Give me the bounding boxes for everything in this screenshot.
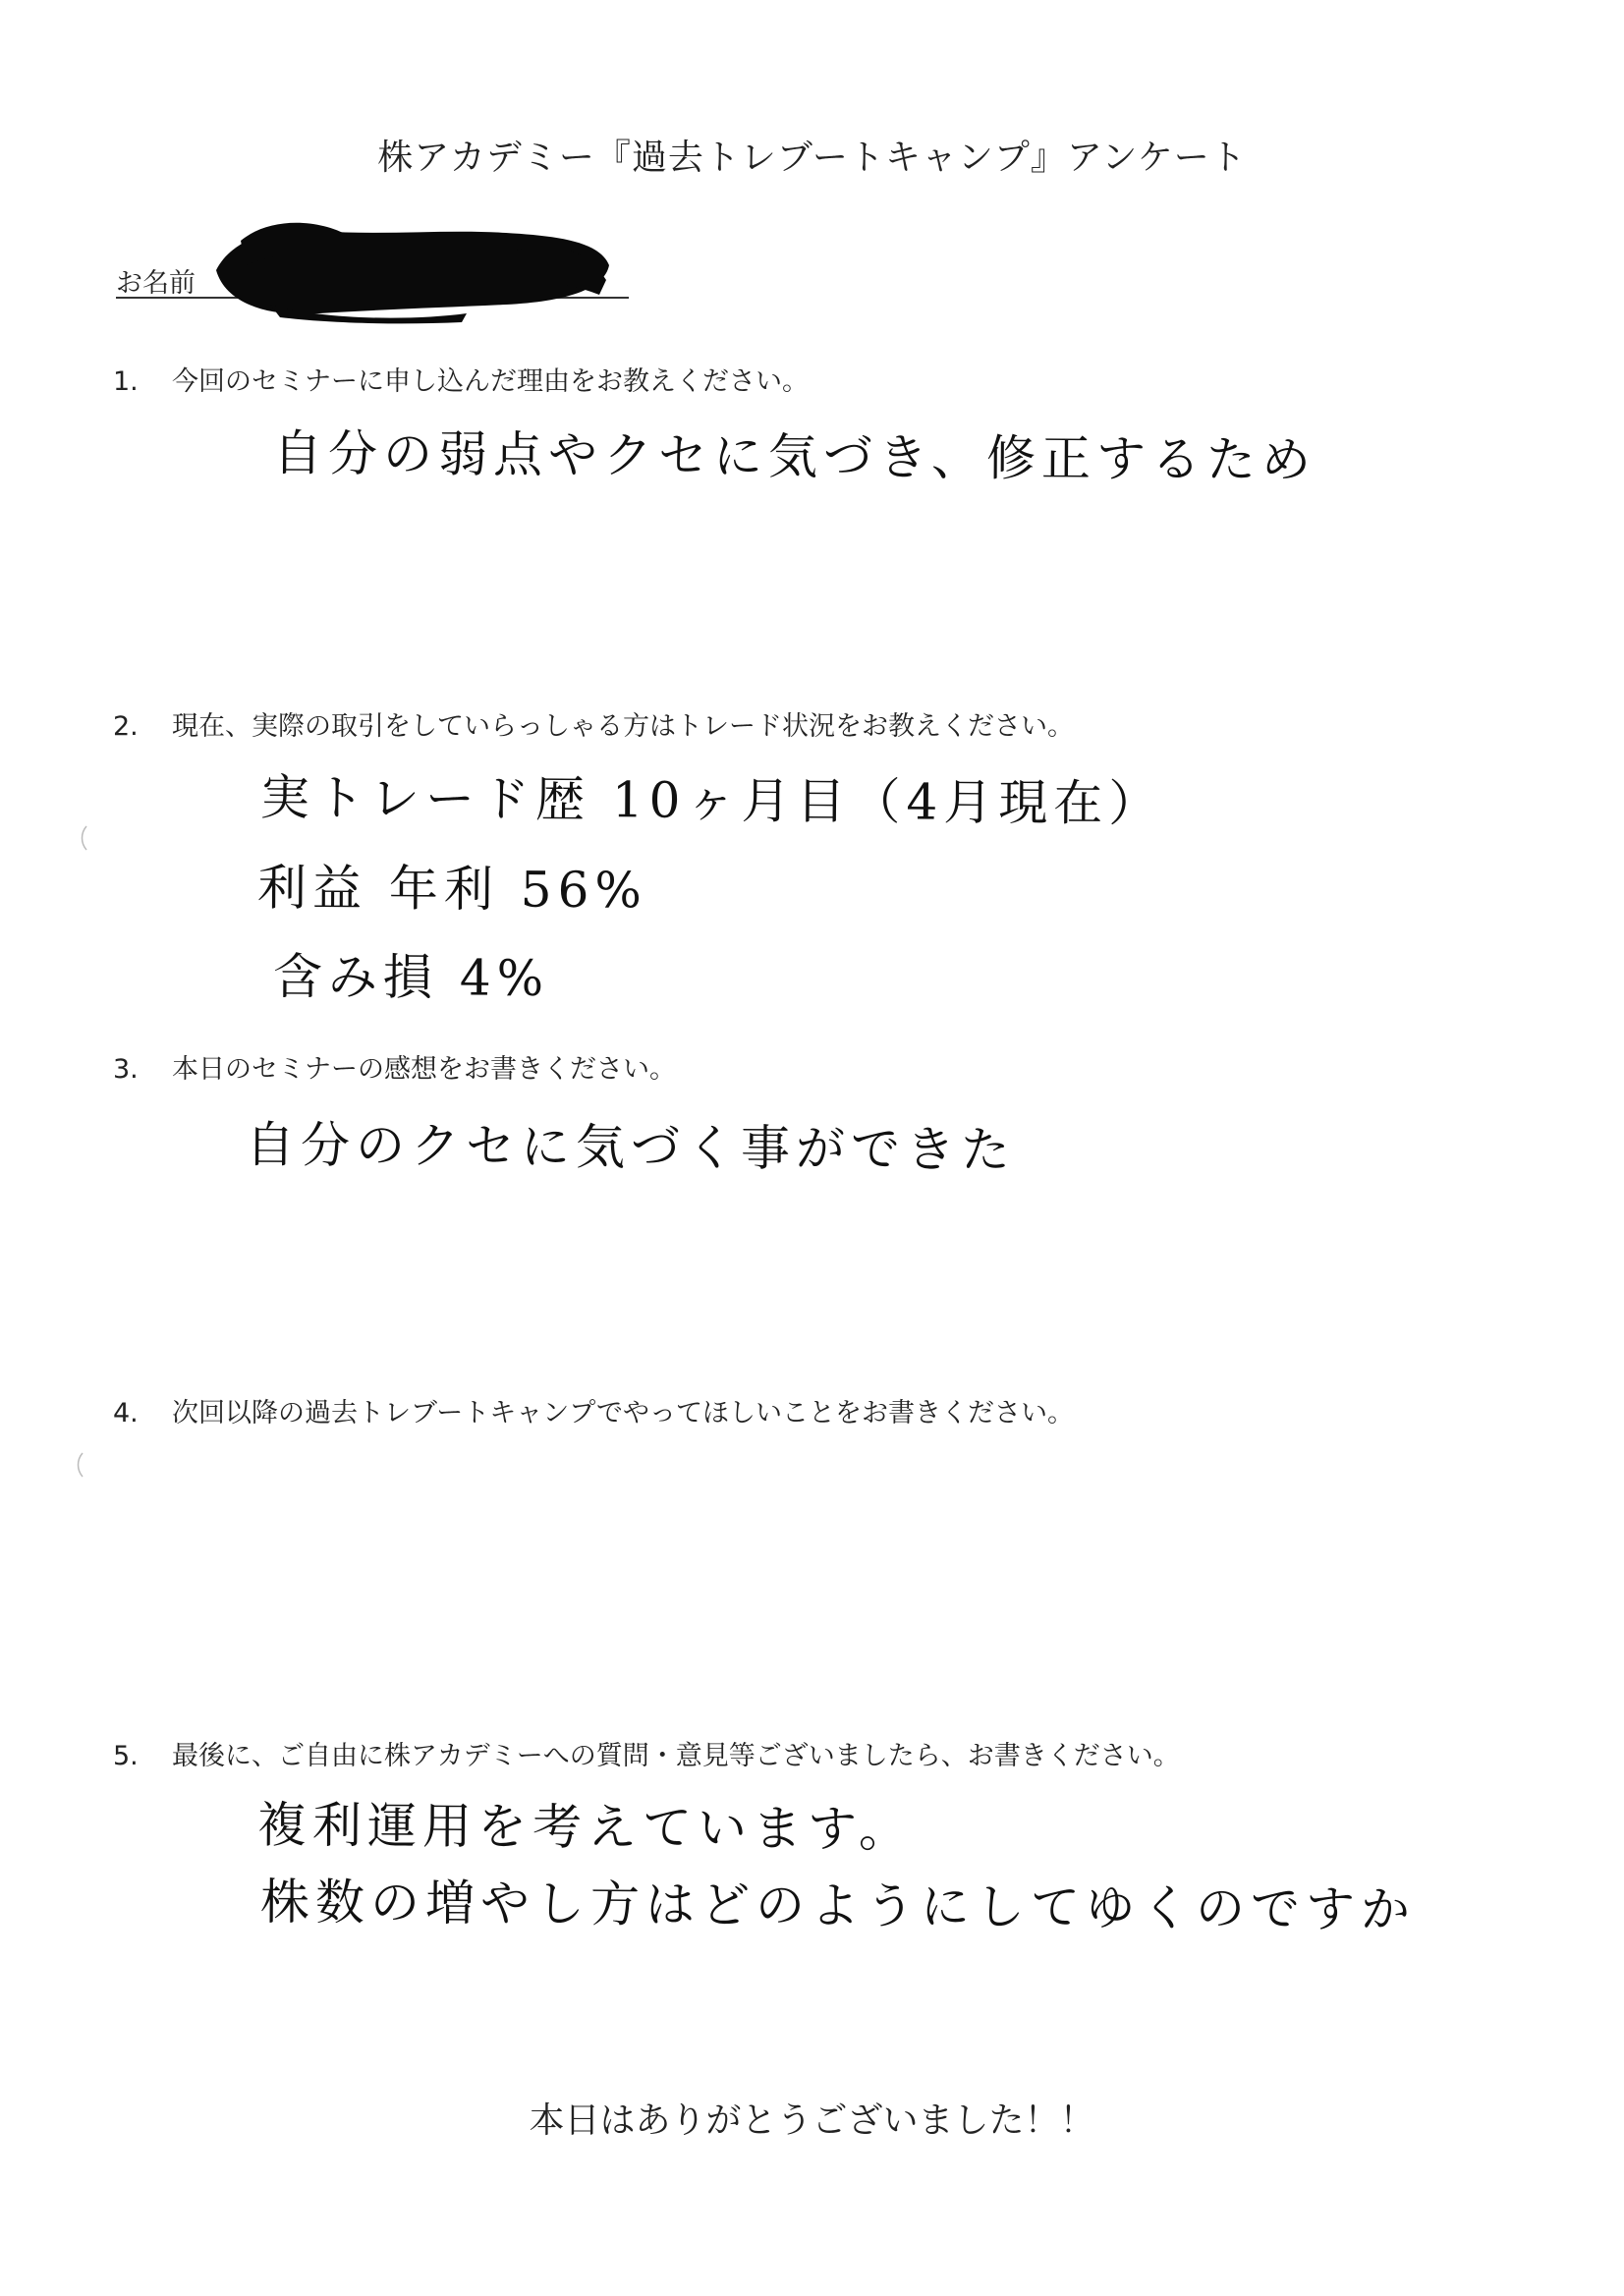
name-label: お名前 <box>116 268 196 299</box>
question-text: 今回のセミナーに申し込んだ理由をお教えください。 <box>172 366 809 397</box>
question-number: 4. <box>113 1398 139 1428</box>
answer-5-line-1: 複利運用を考えています。 <box>256 1796 915 1859</box>
question-text: 最後に、ご自由に株アカデミーへの質問・意見等ございましたら、お書きください。 <box>172 1741 1180 1771</box>
answer-2-line-1: 実トレード歴 10ヶ月目（4月現在） <box>259 768 1164 833</box>
question-number: 5. <box>113 1741 139 1771</box>
question-number: 3. <box>113 1054 139 1085</box>
answer-2-line-2: 利益 年利 56% <box>256 859 648 920</box>
question-1 <box>113 360 809 398</box>
scan-speck <box>75 1452 84 1478</box>
name-redaction-mark <box>211 211 614 324</box>
question-text: 現在、実際の取引をしていらっしゃる方はトレード状況をお教えください。 <box>172 711 1074 742</box>
question-4 <box>113 1391 1074 1429</box>
question-5 <box>113 1734 1180 1772</box>
thank-you-message: 本日はありがとうございました！！ <box>529 2100 1095 2141</box>
question-text: 次回以降の過去トレブートキャンプでやってほしいことをお書きください。 <box>172 1398 1074 1428</box>
answer-1-line-1: 自分の弱点やクセに気づき、修正するため <box>272 424 1317 489</box>
question-2 <box>113 704 1074 743</box>
question-text: 本日のセミナーの感想をお書きください。 <box>172 1054 676 1085</box>
survey-title: 株アカデミー『過去トレブートキャンプ』アンケート <box>377 138 1247 178</box>
answer-2-line-3: 含み損 4% <box>272 948 550 1007</box>
question-number: 1. <box>113 366 139 397</box>
question-3 <box>113 1047 676 1086</box>
answer-5-line-2: 株数の増やし方はどのようにしてゆくのですか <box>259 1873 1417 1939</box>
question-number: 2. <box>113 711 139 742</box>
answer-3-line-1: 自分のクセに気づく事ができた <box>245 1116 1017 1179</box>
scan-speck <box>79 825 88 851</box>
